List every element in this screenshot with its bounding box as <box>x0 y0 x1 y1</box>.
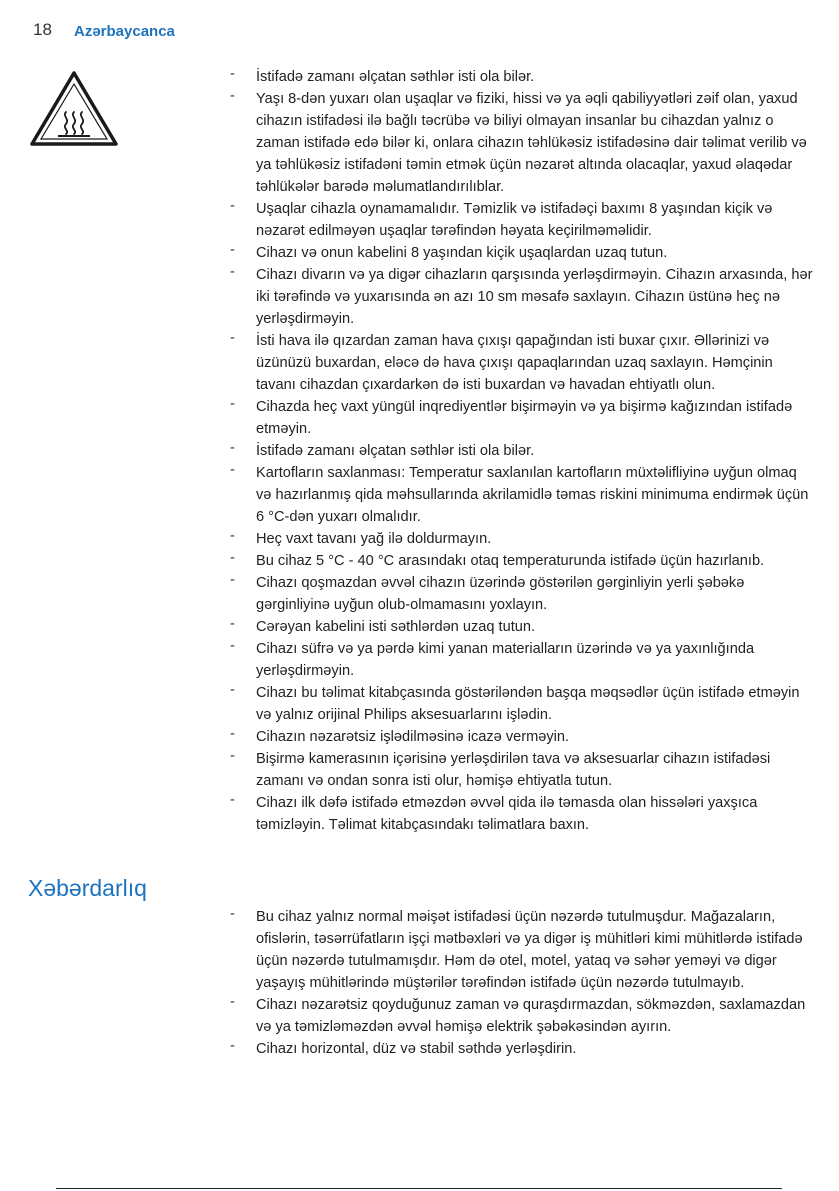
list-item: - Cihazı qoşmazdan əvvəl cihazın üzərində göstərilən gərginliyin yerli şəbəkə gərginliyinə uyğun olub-olmamasını yoxlayın. <box>230 572 816 616</box>
list-item: - Cihazı horizontal, düz və stabil səthdə yerləşdirin. <box>230 1038 816 1060</box>
list-item: - Kartofların saxlanması: Temperatur saxlanılan kartofların müxtəlifliyinə uyğun olmaq və hazırlanmış qida məhsullarında akrilamidlə təmas riskini minimuma endirmək üçün 6 °C-dən yuxarı olmalıdır. <box>230 462 816 528</box>
list-item: - Uşaqlar cihazla oynamamalıdır. Təmizlik və istifadəçi baxımı 8 yaşından kiçik və nəzarət edilməyən uşaqlar tərəfindən həyata keçirilməməlidir. <box>230 198 816 242</box>
safety-list <box>230 66 816 836</box>
page-number: 18 <box>33 20 52 39</box>
list-item: - Cihazı ilk dəfə istifadə etməzdən əvvəl qida ilə təmasda olan hissələri yaxşıca təmizləyin. Təlimat kitabçasındakı təlimatlara baxın. <box>230 792 816 836</box>
bottom-divider <box>56 1188 782 1189</box>
list-item: - Cihazı süfrə və ya pərdə kimi yanan materialların üzərində və ya yaxınlığında yerləşdirməyin. <box>230 638 816 682</box>
list-item: - Cihazı divarın və ya digər cihazların qarşısında yerləşdirməyin. Cihazın arxasında, hər iki tərəfində və yuxarısında ən azı 10 sm məsafə saxlayın. Cihazın üstünə heç nə yerləşdirməyin. <box>230 264 816 330</box>
list-item: - İsti hava ilə qızardan zaman hava çıxışı qapağından isti buxar çıxır. Əllərinizi və üzünüzü buxardan, eləcə də hava çıxışı qapaqlarından uzaq saxlayın. Həmçinin tavanı cihazdan çıxardarkən də isti buxardan və havadan ehtiyatlı olun. <box>230 330 816 396</box>
list-item: - Heç vaxt tavanı yağ ilə doldurmayın. <box>230 528 816 550</box>
list-item: - Cihazın nəzarətsiz işlədilməsinə icazə verməyin. <box>230 726 816 748</box>
list-item: - Cihazı bu təlimat kitabçasında göstəriləndən başqa məqsədlər üçün istifadə etməyin və yalnız orijinal Philips aksesuarlarını işlədin. <box>230 682 816 726</box>
list-item: - Cihazda heç vaxt yüngül inqrediyentlər bişirməyin və ya bişirmə kağızından istifadə etməyin. <box>230 396 816 440</box>
list-item: - Cihazı və onun kabelini 8 yaşından kiçik uşaqlardan uzaq tutun. <box>230 242 816 264</box>
hot-surface-warning-icon <box>28 68 120 148</box>
warning-list <box>230 906 816 1060</box>
language-label: Azərbaycanca <box>74 23 175 40</box>
list-item: - Cərəyan kabelini isti səthlərdən uzaq tutun. <box>230 616 816 638</box>
list-item: - İstifadə zamanı əlçatan səthlər isti ola bilər. <box>230 440 816 462</box>
list-item: - Bu cihaz yalnız normal məişət istifadəsi üçün nəzərdə tutulmuşdur. Mağazaların, ofislərin, təsərrüfatların işçi mətbəxləri və ya digər iş mühitləri kimi mühitlərdə istifadə üçün nəzərdə tutulmamışdır. Həm də otel, motel, yataq və səhər yeməyi və digər yaşayış mühitlərində müştərilər tərəfindən istifadə üçün nəzərdə tutulmayıb. <box>230 906 816 994</box>
list-item: - Bişirmə kamerasının içərisinə yerləşdirilən tava və aksesuarlar cihazın istifadəsi zamanı və ondan sonra isti olur, həmişə ehtiyatla tutun. <box>230 748 816 792</box>
list-item: - Bu cihaz 5 °C - 40 °C arasındakı otaq temperaturunda istifadə üçün hazırlanıb. <box>230 550 816 572</box>
list-item: - Yaşı 8-dən yuxarı olan uşaqlar və fiziki, hissi və ya əqli qabiliyyətləri zəif olan, yaxud cihazın istifadəsi ilə bağlı təcrübə və biliyi olmayan insanlar bu cihazdan yalnız o zaman istifadə edə bilər ki, onlara cihazın təhlükəsiz istifadəsinə dair təlimat verilib və ya təhlükəsiz istifadəni təmin etmək üçün nəzarət altında olacaqlar, yaxud əlaqədar təhlükələr barədə məlumatlandırılıblar. <box>230 88 816 198</box>
section-title-warning: Xəbərdarlıq <box>28 875 147 901</box>
list-item: - Cihazı nəzarətsiz qoyduğunuz zaman və quraşdırmazdan, sökməzdən, saxlamazdan və ya təmizləməzdən əvvəl həmişə elektrik şəbəkəsindən ayırın. <box>230 994 816 1038</box>
list-item: - İstifadə zamanı əlçatan səthlər isti ola bilər. <box>230 66 816 88</box>
